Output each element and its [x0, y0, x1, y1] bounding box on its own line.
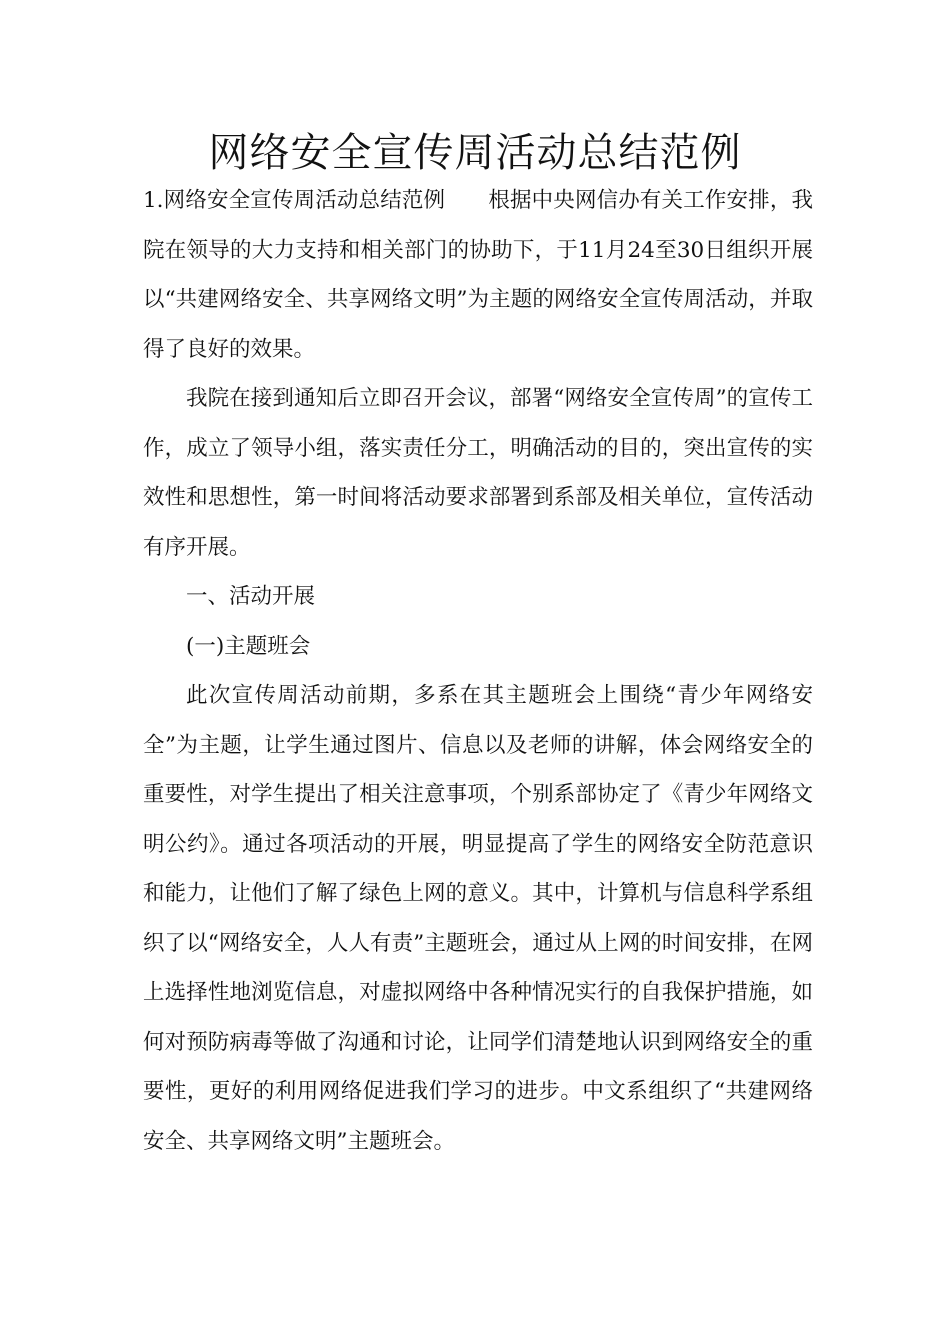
paragraph-1: [143, 176, 813, 374]
paragraph-3: 此次宣传周活动前期，多系在其主题班会上围绕“青少年网络安全”为主题，让学生通过图片、信息以及老师的讲解，体会网络安全的重要性，对学生提出了相关注意事项，个别系部协定了《青少年网络文明公约》。通过各项活动的开展，明显提高了学生的网络安全防范意识和能力，让他们了解了绿色上网的意义。其中，计算机与信息科学系组织了以“网络安全，人人有责”主题班会，通过从上网的时间安排，在网上选择性地浏览信息，对虚拟网络中各种情况实行的自我保护措施，如何对预防病毒等做了沟通和讨论，让同学们清楚地认识到网络安全的重要性，更好的利用网络促进我们学习的进步。中文系组织了“共建网络安全、共享网络文明”主题班会。: [143, 683, 813, 1154]
section-heading: 一、活动开展: [186, 584, 316, 609]
document-title: 网络安全宣传周活动总结范例: [208, 130, 742, 176]
paragraph-2: 我院在接到通知后立即召开会议，部署“网络安全宣传周”的宣传工作，成立了领导小组，落实责任分工，明确活动的目的，突出宣传的实效性和思想性，第一时间将活动要求部署到系部及相关单位，宣传活动有序开展。: [143, 386, 813, 560]
document-body: [143, 176, 813, 1166]
subsection-heading: (一)主题班会: [186, 633, 311, 659]
paragraph-1-text: 根据中央网信办有关工作安排，我院在领导的大力支持和相关部门的协助下，于11月24至30日组织开展以“共建网络安全、共享网络文明”为主题的网络安全宣传周活动，并取得了良好的效果。: [143, 188, 813, 362]
paragraph-1-lead: 1.网络安全宣传周活动总结范例: [143, 188, 446, 213]
